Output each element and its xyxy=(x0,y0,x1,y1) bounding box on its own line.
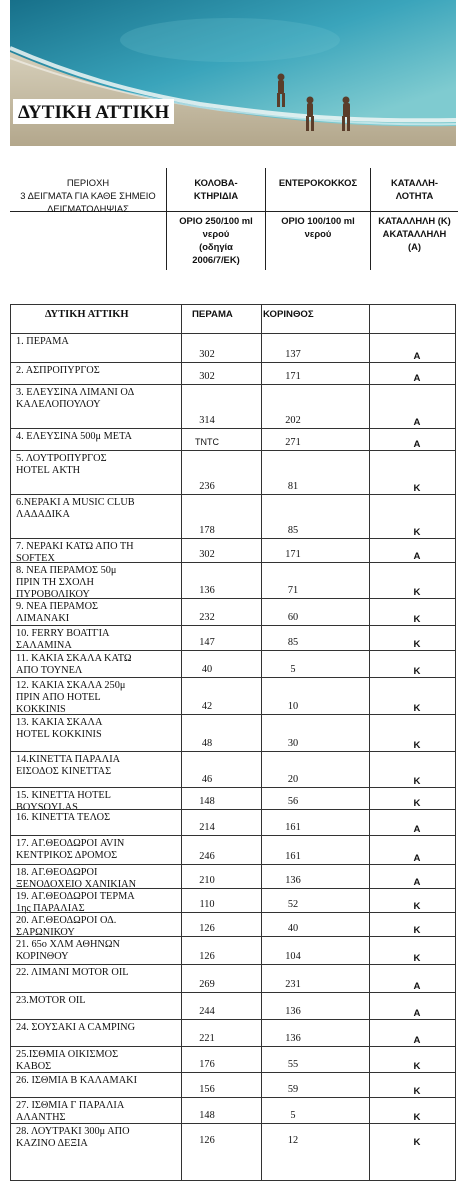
region-sub-2: ΔΕΙΓΜΑΤΟΛΗΨΙΑΣ xyxy=(47,203,129,214)
location-name-line: KOKKINIS xyxy=(16,704,66,715)
perama-value: 136 xyxy=(199,585,215,596)
korinthos-value: 12 xyxy=(287,1135,299,1146)
suitability-value: Α xyxy=(413,551,421,562)
location-name-line: ΠΡΙΝ ΤΗ ΣΧΟΛΗ xyxy=(16,577,94,588)
location-name xyxy=(16,838,176,862)
location-name-line: 2. ΑΣΠΡΟΠΥΡΓΟΣ xyxy=(16,365,100,376)
coliform-title-2: ΚΤΗΡΙΔΙΑ xyxy=(193,190,239,201)
table-row xyxy=(11,384,455,428)
location-name-line: 13. ΚΑΚΙΑ ΣΚΑΛΑ xyxy=(16,717,103,728)
column-header-perama: ΠΕΡΑΜΑ xyxy=(192,309,233,320)
location-name-line: BOYSOYLAS xyxy=(16,802,78,813)
perama-value: 269 xyxy=(199,979,215,990)
location-name-line: HOTEL ΑΚΤΗ xyxy=(16,465,81,476)
korinthos-value: 60 xyxy=(287,612,299,623)
korinthos-value: 104 xyxy=(285,951,301,962)
location-name-line: ΠΡΙΝ ΑΠΟ HOTEL xyxy=(16,692,101,703)
korinthos-value: 136 xyxy=(285,875,301,886)
location-name-line: 16. ΚΙΝΕΤΤΑ ΤΕΛΟΣ xyxy=(16,812,111,823)
table-row xyxy=(11,677,455,714)
suitability-title-2: ΛΟΤΗΤΑ xyxy=(395,190,434,201)
location-name xyxy=(16,601,176,625)
suitability-value: Κ xyxy=(413,1112,421,1123)
suitability-limit-2: ΑΚΑΤΑΛΛΗΛΗ xyxy=(382,228,447,239)
table-row xyxy=(11,912,455,936)
table-row xyxy=(11,936,455,964)
location-name xyxy=(16,967,176,979)
location-name-line: ΛΙΜΑΝΑΚΙ xyxy=(16,613,70,624)
region-sub-1: 3 ΔΕΙΓΜΑΤΑ ΓΙΑ ΚΑΘΕ ΣΗΜΕΙΟ xyxy=(20,190,156,201)
suitability-value: Κ xyxy=(413,587,421,598)
suitability-limit-1: ΚΑΤΑΛΛΗΛΗ (Κ) xyxy=(378,215,451,226)
location-name-line: 4. ΕΛΕΥΣΙΝΑ 500μ ΜΕΤΑ xyxy=(16,431,132,442)
table-row xyxy=(11,538,455,562)
korinthos-value: 161 xyxy=(285,822,301,833)
korinthos-value: 136 xyxy=(285,1006,301,1017)
location-name-line: ΣΑΡΩΝΙΚΟΥ xyxy=(16,927,75,938)
location-name xyxy=(16,628,176,652)
suitability-value: Α xyxy=(413,439,421,450)
korinthos-value: 136 xyxy=(285,1033,301,1044)
perama-value: 210 xyxy=(199,875,215,886)
table-row xyxy=(11,1123,455,1148)
location-name-line: 3. ΕΛΕΥΣΙΝΑ ΛΙΜΑΝΙ ΟΔ xyxy=(16,387,135,398)
location-name xyxy=(16,497,176,521)
korinthos-value: 59 xyxy=(287,1084,299,1095)
suitability-value: Κ xyxy=(413,901,421,912)
suitability-title-1: ΚΑΤΑΛΛΗ- xyxy=(391,177,438,188)
table-row xyxy=(11,864,455,888)
perama-value: 302 xyxy=(199,349,215,360)
perama-value: 147 xyxy=(199,637,215,648)
suitability-value: Κ xyxy=(413,639,421,650)
location-name-line: 8. ΝΕΑ ΠΕΡΑΜΟΣ 50μ xyxy=(16,565,117,576)
perama-value: 110 xyxy=(199,899,215,910)
table-row xyxy=(11,1019,455,1046)
location-name-line: 11. ΚΑΚΙΑ ΣΚΑΛΑ ΚΑΤΩ xyxy=(16,653,132,664)
location-name xyxy=(16,812,176,824)
coliform-limit-2: νερού xyxy=(202,228,230,239)
suitability-value: Κ xyxy=(413,703,421,714)
location-name-line: ΕΙΣΟΔΟΣ ΚΙΝΕΤΤΑΣ xyxy=(16,766,112,777)
korinthos-value: 71 xyxy=(287,585,299,596)
korinthos-value: 20 xyxy=(287,774,299,785)
location-name xyxy=(16,565,176,601)
table-row xyxy=(11,494,455,538)
coliform-limit-3: (οδηγία xyxy=(199,241,233,252)
location-name xyxy=(16,1126,176,1150)
location-name-line: 25.ΙΣΘΜΙΑ ΟΙΚΙΣΜΟΣ xyxy=(16,1049,119,1060)
hero-banner xyxy=(10,0,456,146)
location-name-line: 28. ΛΟΥΤΡΑΚΙ 300μ ΑΠΟ xyxy=(16,1126,130,1137)
suitability-value: Α xyxy=(413,877,421,888)
coliform-title-1: ΚΟΛΟΒΑ- xyxy=(194,177,238,188)
perama-value: 232 xyxy=(199,612,215,623)
table-row xyxy=(11,450,455,494)
korinthos-value: 202 xyxy=(285,415,301,426)
suitability-value: Κ xyxy=(413,740,421,751)
perama-value: 42 xyxy=(201,701,213,712)
korinthos-value: 85 xyxy=(287,637,299,648)
location-name xyxy=(16,365,176,377)
location-name xyxy=(16,1100,176,1124)
suitability-value: Κ xyxy=(413,1086,421,1097)
location-name-line: ΠΥΡΟΒΟΛΙΚΟΥ xyxy=(16,589,90,600)
table-row xyxy=(11,1097,455,1123)
suitability-value: Α xyxy=(413,1035,421,1046)
location-name-line: ΣΑΛΑΜΙΝΑ xyxy=(16,640,72,651)
perama-value: 178 xyxy=(199,525,215,536)
location-name-line: 19. ΑΓ.ΘΕΟΔΩΡΟΙ ΤΕΡΜΑ xyxy=(16,891,135,902)
table-row xyxy=(11,751,455,787)
korinthos-value: 52 xyxy=(287,899,299,910)
korinthos-value: 30 xyxy=(287,738,299,749)
perama-value: 236 xyxy=(199,481,215,492)
location-name-line: 21. 65ο ΧΛΜ ΑΘΗΝΩΝ xyxy=(16,939,120,950)
enterococcus-title: ΕΝΤΕΡΟΚΟΚΚΟΣ xyxy=(278,177,358,188)
region-column xyxy=(10,168,167,270)
location-name-line: ΚΟΡΙΝΘΟΥ xyxy=(16,951,69,962)
location-name xyxy=(16,717,176,741)
location-name-line: HOTEL KOKKINIS xyxy=(16,729,102,740)
suitability-value: Κ xyxy=(413,953,421,964)
korinthos-value: 5 xyxy=(290,664,296,675)
enterococcus-column xyxy=(266,168,371,270)
location-name-line: 24. ΣΟΥΣΑΚΙ Α CAMPING xyxy=(16,1022,136,1033)
korinthos-value: 231 xyxy=(285,979,301,990)
suitability-value: Κ xyxy=(413,614,421,625)
location-name xyxy=(16,1049,176,1073)
suitability-value: Κ xyxy=(413,1137,421,1148)
location-name-line: 17. ΑΓ.ΘΕΟΔΩΡΟΙ AVIN xyxy=(16,838,125,849)
criteria-header xyxy=(10,168,458,270)
korinthos-value: 137 xyxy=(285,349,301,360)
table-row xyxy=(11,888,455,912)
location-name-line: ΞΕΝΟΔΟΧΕΙΟ ΧΑΝΙΚΙΑΝ xyxy=(16,879,137,890)
location-name-line: 1ης ΠΑΡΑΛΙΑΣ xyxy=(16,903,85,914)
korinthos-value: 161 xyxy=(285,851,301,862)
location-name xyxy=(16,1075,176,1087)
location-name-line: 12. ΚΑΚΙΑ ΣΚΑΛΑ 250μ xyxy=(16,680,126,691)
suitability-value: Κ xyxy=(413,798,421,809)
location-name xyxy=(16,1022,176,1034)
location-name xyxy=(16,680,176,716)
korinthos-value: 56 xyxy=(287,796,299,807)
perama-value: 314 xyxy=(199,415,215,426)
suitability-value: Α xyxy=(413,373,421,384)
perama-value: 302 xyxy=(199,549,215,560)
location-name xyxy=(16,653,176,677)
suitability-value: Κ xyxy=(413,776,421,787)
table-row xyxy=(11,964,455,992)
suitability-value: Α xyxy=(413,1008,421,1019)
perama-value: TNTC xyxy=(195,437,219,447)
location-name-line: ΑΠΟ ΤΟΥΝΕΛ xyxy=(16,665,83,676)
location-name-line: SOFTEX xyxy=(16,553,55,564)
suitability-value: Κ xyxy=(413,527,421,538)
suitability-value: Κ xyxy=(413,1061,421,1072)
table-row xyxy=(11,333,455,362)
table-row xyxy=(11,1072,455,1097)
beach-photo xyxy=(10,0,456,146)
coliform-limit-4: 2006/7/ΕΚ) xyxy=(192,254,240,265)
column-header-location: ΔΥΤΙΚΗ ΑΤΤΙΚΗ xyxy=(45,309,129,320)
korinthos-value: 40 xyxy=(287,923,299,934)
perama-value: 246 xyxy=(199,851,215,862)
coliform-limit-1: ΟΡΙΟ 250/100 ml xyxy=(179,215,253,226)
korinthos-value: 171 xyxy=(285,549,301,560)
perama-value: 126 xyxy=(199,923,215,934)
location-name-line: ΚΑΛΕΛΟΠΟΥΛΟΥ xyxy=(16,399,101,410)
location-name xyxy=(16,336,176,348)
enterococcus-limit-1: ΟΡΙΟ 100/100 ml xyxy=(281,215,355,226)
perama-value: 156 xyxy=(199,1084,215,1095)
korinthos-value: 5 xyxy=(290,1110,296,1121)
perama-value: 40 xyxy=(201,664,213,675)
hero-title: ΔΥΤΙΚΗ ΑΤΤΙΚΗ xyxy=(13,99,174,124)
location-name-line: 6.ΝΕΡΑΚΙ Α MUSIC CLUB xyxy=(16,497,135,508)
table-row xyxy=(11,598,455,625)
suitability-value: Α xyxy=(413,853,421,864)
table-row xyxy=(11,992,455,1019)
location-name-line: 10. FERRY ΒΟΑΤΓΙΑ xyxy=(16,628,110,639)
korinthos-value: 171 xyxy=(285,371,301,382)
location-name-line: ΛΑΔΑΔΙΚΑ xyxy=(16,509,70,520)
location-name xyxy=(16,453,176,477)
korinthos-value: 81 xyxy=(287,481,299,492)
perama-value: 176 xyxy=(199,1059,215,1070)
table-row xyxy=(11,835,455,864)
coliform-column xyxy=(167,168,266,270)
location-name-line: 9. ΝΕΑ ΠΕΡΑΜΟΣ xyxy=(16,601,99,612)
location-name xyxy=(16,995,176,1007)
suitability-value: Κ xyxy=(413,925,421,936)
perama-value: 148 xyxy=(199,1110,215,1121)
location-name xyxy=(16,387,176,411)
perama-value: 148 xyxy=(199,796,215,807)
korinthos-value: 55 xyxy=(287,1059,299,1070)
perama-value: 46 xyxy=(201,774,213,785)
location-name-line: 14.ΚΙΝΕΤΤΑ ΠΑΡΑΛΙΑ xyxy=(16,754,121,765)
perama-value: 302 xyxy=(199,371,215,382)
location-name-line: 23.MOTOR OIL xyxy=(16,995,86,1006)
perama-value: 48 xyxy=(201,738,213,749)
table-row xyxy=(11,714,455,751)
table-row xyxy=(11,787,455,813)
suitability-value: Κ xyxy=(413,666,421,677)
perama-value: 126 xyxy=(199,1135,215,1146)
location-name-line: 22. ΛΙΜΑΝΙ MOTOR OIL xyxy=(16,967,129,978)
korinthos-value: 85 xyxy=(287,525,299,536)
perama-value: 126 xyxy=(199,951,215,962)
location-name-line: 15. ΚΙΝΕΤΤΑ HOTEL xyxy=(16,790,111,801)
location-name xyxy=(16,431,176,443)
enterococcus-limit-2: νερού xyxy=(304,228,332,239)
table-row xyxy=(11,809,455,835)
suitability-value: Α xyxy=(413,351,421,362)
korinthos-value: 10 xyxy=(287,701,299,712)
table-row xyxy=(11,428,455,450)
table-row xyxy=(11,362,455,384)
suitability-limit-3: (Α) xyxy=(407,241,421,252)
location-name-line: ΚΑΒΟΣ xyxy=(16,1061,52,1072)
suitability-value: Α xyxy=(413,981,421,992)
location-name-line: 1. ΠΕΡΑΜΑ xyxy=(16,336,69,347)
location-name-line: 20. ΑΓ.ΘΕΟΔΩΡΟΙ ΟΔ. xyxy=(16,915,117,926)
table-row xyxy=(11,650,455,677)
perama-value: 244 xyxy=(199,1006,215,1017)
column-header-korinthos: ΚΟΡΙΝΘΟΣ xyxy=(263,309,314,320)
table-row xyxy=(11,625,455,650)
location-name-line: 5. ΛΟΥΤΡΟΠΥΡΓΟΣ xyxy=(16,453,107,464)
region-title: ΠΕΡΙΟΧΗ xyxy=(66,177,110,188)
suitability-value: Α xyxy=(413,417,421,428)
suitability-value: Κ xyxy=(413,483,421,494)
location-name xyxy=(16,754,176,778)
location-name-line: ΚΑΖΙΝΟ ΔΕΞΙΑ xyxy=(16,1138,88,1149)
suitability-column xyxy=(371,168,458,270)
table-row xyxy=(11,1046,455,1072)
location-name-line: 18. ΑΓ.ΘΕΟΔΩΡΟΙ xyxy=(16,867,98,878)
perama-value: 214 xyxy=(199,822,215,833)
table-row xyxy=(11,562,455,598)
suitability-value: Α xyxy=(413,824,421,835)
location-name-line: ΑΛΑΝΤΗΣ xyxy=(16,1112,66,1123)
results-table xyxy=(10,304,456,1181)
location-name-line: ΚΕΝΤΡΙΚΟΣ ΔΡΟΜΟΣ xyxy=(16,850,118,861)
perama-value: 221 xyxy=(199,1033,215,1044)
location-name xyxy=(16,939,176,963)
location-name-line: 26. ΙΣΘΜΙΑ Β ΚΑΛΑΜΑΚΙ xyxy=(16,1075,138,1086)
location-name-line: 27. ΙΣΘΜΙΑ Γ ΠΑΡΑΛΙΑ xyxy=(16,1100,125,1111)
korinthos-value: 271 xyxy=(285,437,301,448)
location-name-line: 7. ΝΕΡΑΚΙ ΚΑΤΩ ΑΠΟ ΤΗ xyxy=(16,541,134,552)
